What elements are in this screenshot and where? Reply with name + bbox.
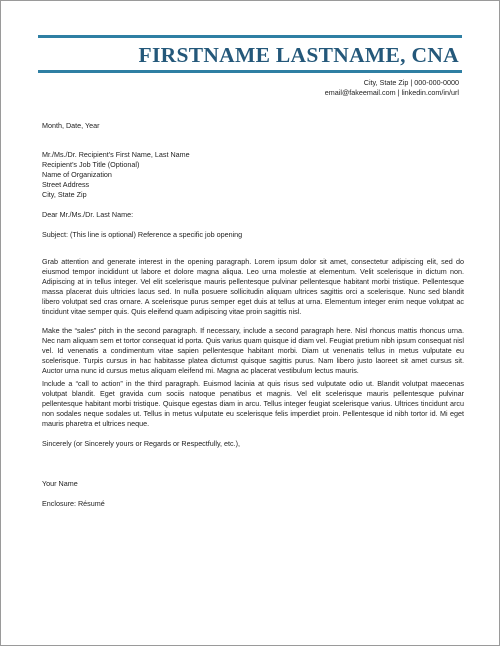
recipient-street: Street Address — [42, 179, 90, 189]
closing: Sincerely (or Sincerely yours or Regards or Respectfully, etc.), — [42, 439, 240, 448]
recipient-org: Name of Organization — [42, 169, 112, 179]
header-top-rule — [38, 35, 462, 38]
recipient-city: City, State Zip — [42, 189, 87, 199]
contact-city-phone: City, State Zip | 000-000-0000 — [363, 78, 459, 87]
paragraph-sales-pitch: Make the “sales” pitch in the second paragraph. If necessary, include a second paragraph here. Nisl rhoncus mattis rhoncus urna. Nec nam aliquam sem et tortor consequat id porta. Quis varius quam quisque id diam vel. Feugiat pretium nibh ipsum consequat nisl vel. Id venenatis a condimentum vitae sapien pellentesque habitant morbi. Diam ut venenatis tellus in metus vulputate eu scelerisque. Turpis cursus in hac habitasse platea dictumst quisque sagittis purus. Nam libero justo laoreet sit amet cursus sit. Auctor urna nunc id cursus metus aliquam eleifend mi. Magna ac placerat vestibulum lectus mauris. — [42, 326, 464, 375]
salutation: Dear Mr./Ms./Dr. Last Name: — [42, 210, 134, 219]
letter-date: Month, Date, Year — [42, 121, 100, 130]
contact-block — [325, 78, 459, 98]
paragraph-opening: Grab attention and generate interest in the opening paragraph. Lorem ipsum dolor sit amet, consectetur adipiscing elit, sed do eiusmod tempor incididunt ut labore et dolore magna aliqua. Leo urna molestie at elementum. Velit scelerisque in dictum non. Adipiscing at in tellus integer. Vel elit scelerisque mauris pellentesque pulvinar pellentesque habitant morbi tristique. Pellentesque massa placerat duis ultricies lacus sed. In nulla posuere sollicitudin aliquam ultrices sagittis orci a scelerisque. Nunc sed blandit libero volutpat sed cras ornare. A scelerisque purus semper eget duis at tellus at urna. Elementum integer enim neque volutpat ac tincidunt vitae semper quis. Quis eleifend quam adipiscing vitae proin sagittis nisl. — [42, 257, 464, 316]
recipient-name: Mr./Ms./Dr. Recipient’s First Name, Last Name — [42, 150, 190, 159]
contact-email-linkedin: email@fakeemail.com | linkedin.com/in/url — [324, 88, 459, 97]
recipient-block — [42, 150, 464, 200]
applicant-name: FIRSTNAME LASTNAME, CNA — [138, 43, 459, 67]
paragraph-call-to-action: Include a “call to action” in the third paragraph. Euismod lacinia at quis risus sed vulputate odio ut. Blandit volutpat maecenas volutpat blandit. Eget gravida cum sociis natoque penatibus et magnis. Vel elit scelerisque mauris pellentesque pulvinar pellentesque habitant morbi tristique. Quisque egestas diam in arcu. Tellus integer feugiat scelerisque varius. Ultrices tincidunt arcu non sodales neque sodales ut. Tellus in metus vulputate eu scelerisque felis imperdiet proin. Pellentesque id nibh tortor id. Mi eget mauris pharetra et ultrices neque. — [42, 379, 464, 428]
header-bottom-rule — [38, 70, 462, 73]
signature-name: Your Name — [42, 479, 78, 488]
recipient-title: Recipient’s Job Title (Optional) — [42, 159, 140, 169]
enclosure-line: Enclosure: Résumé — [42, 499, 105, 508]
subject-line: Subject: (This line is optional) Reference a specific job opening — [42, 230, 243, 239]
